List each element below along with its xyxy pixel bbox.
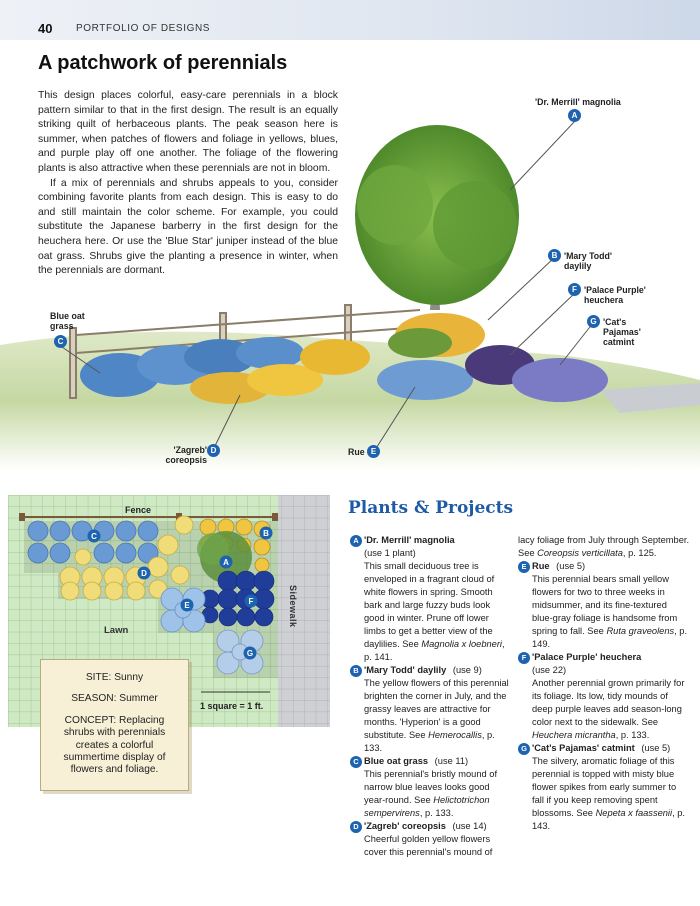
entry-badge-a: A	[350, 535, 362, 547]
svg-text:A: A	[223, 558, 229, 567]
plan-marker-c	[88, 530, 101, 543]
plan-marker-f	[245, 595, 258, 608]
plant-entry-f: F 'Palace Purple' heuchera (use 22) Another perennial grown primarily for its foliage. Its low, tidy mounds of deep purple leaves add season-long color next to the sidewalk. See Heuchera micrantha, p. 133.	[518, 651, 690, 742]
plan-marker-a	[220, 556, 233, 569]
entry-badge-b: B	[350, 665, 362, 677]
plant-entry-g: G 'Cat's Pajamas' catmint (use 5) The silvery, aromatic foliage of this perennial is topped with misty blue flower spikes from early summer to fall if you keep removing spent blossoms. See Nepeta x faassenii, p. 143.	[518, 742, 690, 833]
season-text: SEASON: Summer	[71, 693, 158, 705]
plant-entry-e: E Rue (use 5) This perennial bears small yellow flowers for two to three weeks in midsummer, and its fine-textured blue-gray foliage is handsome from spring to fall. See Ruta graveolens, p. 149.	[518, 560, 690, 651]
plan-scale-label: 1 square = 1 ft.	[200, 701, 264, 711]
header-band	[0, 0, 700, 40]
plan-lawn-label: Lawn	[104, 625, 129, 636]
intro-paragraph-1: This design places colorful, easy-care perennials in a block pattern similar to that in the first design. The result is an equally striking quilt of herbaceous plants. The peak season here is summer, when patches of flowers and foliage in yellows, blues, and purple play off one another. The foliage of the flowering plants is also attractive when these perennials are not in bloom.	[38, 90, 338, 174]
plant-entry-d: D 'Zagreb' coreopsis (use 14) Cheerful golden yellow flowers cover this perennial's mound of	[350, 820, 510, 859]
callout-daylily: 'Mary Todd' daylily	[564, 251, 613, 271]
callout-badge-b: B	[548, 249, 561, 262]
intro-paragraph-2: If a mix of perennials and shrubs appeals to you, consider combining favorite plants from each design. This is easy to do and still maintain the color scheme. For example, you could substitute the Japanese barberry in the first design for the heuchera here. Or use the 'Blue Star' juniper instead of the blue oat grass. Shrubs give the planting a presence in winter, when the perennials are dormant.	[38, 177, 338, 277]
page-title: A patchwork of perennials	[38, 52, 288, 74]
entry-badge-e: E	[518, 561, 530, 573]
rue-mass	[377, 360, 473, 400]
callout-badge-a: A	[568, 109, 581, 122]
plant-entry-c: C Blue oat grass (use 11) This perennial's bristly mound of narrow blue leaves looks good year-round. See Helictotrichon sempervirens, p. 133.	[350, 755, 510, 820]
plan-sidewalk-label: Sidewalk	[288, 585, 298, 628]
callout-badge-e: E	[367, 445, 380, 458]
callout-oat-grass: Blue oat grass	[50, 311, 85, 331]
callout-badge-g: G	[587, 315, 600, 328]
plan-marker-d	[138, 567, 151, 580]
svg-text:D: D	[141, 569, 147, 578]
callout-heuchera: 'Palace Purple' heuchera	[584, 285, 646, 305]
callout-badge-f: F	[568, 283, 581, 296]
plant-entry-d-continued: lacy foliage from July through September. See Coreopsis verticillata, p. 125.	[518, 535, 690, 558]
callout-rue: Rue	[348, 447, 365, 457]
entry-badge-d: D	[350, 821, 362, 833]
section-name: PORTFOLIO OF DESIGNS	[76, 23, 211, 34]
svg-text:G: G	[246, 649, 254, 658]
entry-badge-f: F	[518, 652, 530, 664]
svg-text:C: C	[91, 532, 97, 541]
svg-text:B: B	[263, 529, 269, 538]
callout-catmint: 'Cat's Pajamas' catmint	[603, 317, 641, 347]
callout-magnolia: 'Dr. Merrill' magnolia	[535, 97, 621, 107]
plan-fence-label: Fence	[125, 505, 152, 515]
site-info-box	[40, 659, 189, 791]
plants-column-1	[350, 534, 510, 859]
page-number: 40	[38, 21, 53, 36]
plan-marker-g	[244, 647, 257, 660]
plant-entry-b: B 'Mary Todd' daylily (use 9) The yellow flowers of this perennial brighten the corner in July, and the grassy leaves are attractive for months. 'Hyperion' is a good substitute. See Hemerocallis, p. 133.	[350, 664, 510, 755]
callout-badge-c: C	[54, 335, 67, 348]
garden-illustration	[0, 95, 700, 470]
svg-text:F: F	[248, 597, 254, 606]
plants-projects-heading: Plants & Projects	[348, 498, 514, 518]
plan-marker-e	[181, 599, 194, 612]
plants-column-2	[518, 534, 690, 833]
plan-marker-b	[260, 527, 273, 540]
entry-badge-c: C	[350, 756, 362, 768]
plant-entry-a: A 'Dr. Merrill' magnolia (use 1 plant) This small deciduous tree is enveloped in a fragrant cloud of white flowers in spring. Smooth bark and large fuzzy buds look good in winter. Prune off lower limbs to get a better view of the daylilies. See Magnolia x loebneri, p. 141.	[350, 534, 510, 664]
callout-coreopsis: 'Zagreb' coreopsis	[165, 445, 207, 465]
entry-badge-g: G	[518, 743, 530, 755]
magnolia-tree	[355, 125, 519, 310]
concept-text: CONCEPT: Replacing shrubs with perennials creates a colorful summertime display of flowers and foliage.	[63, 714, 166, 776]
site-text: SITE: Sunny	[85, 672, 144, 683]
svg-text:E: E	[184, 601, 190, 610]
callout-badge-d: D	[207, 444, 220, 457]
